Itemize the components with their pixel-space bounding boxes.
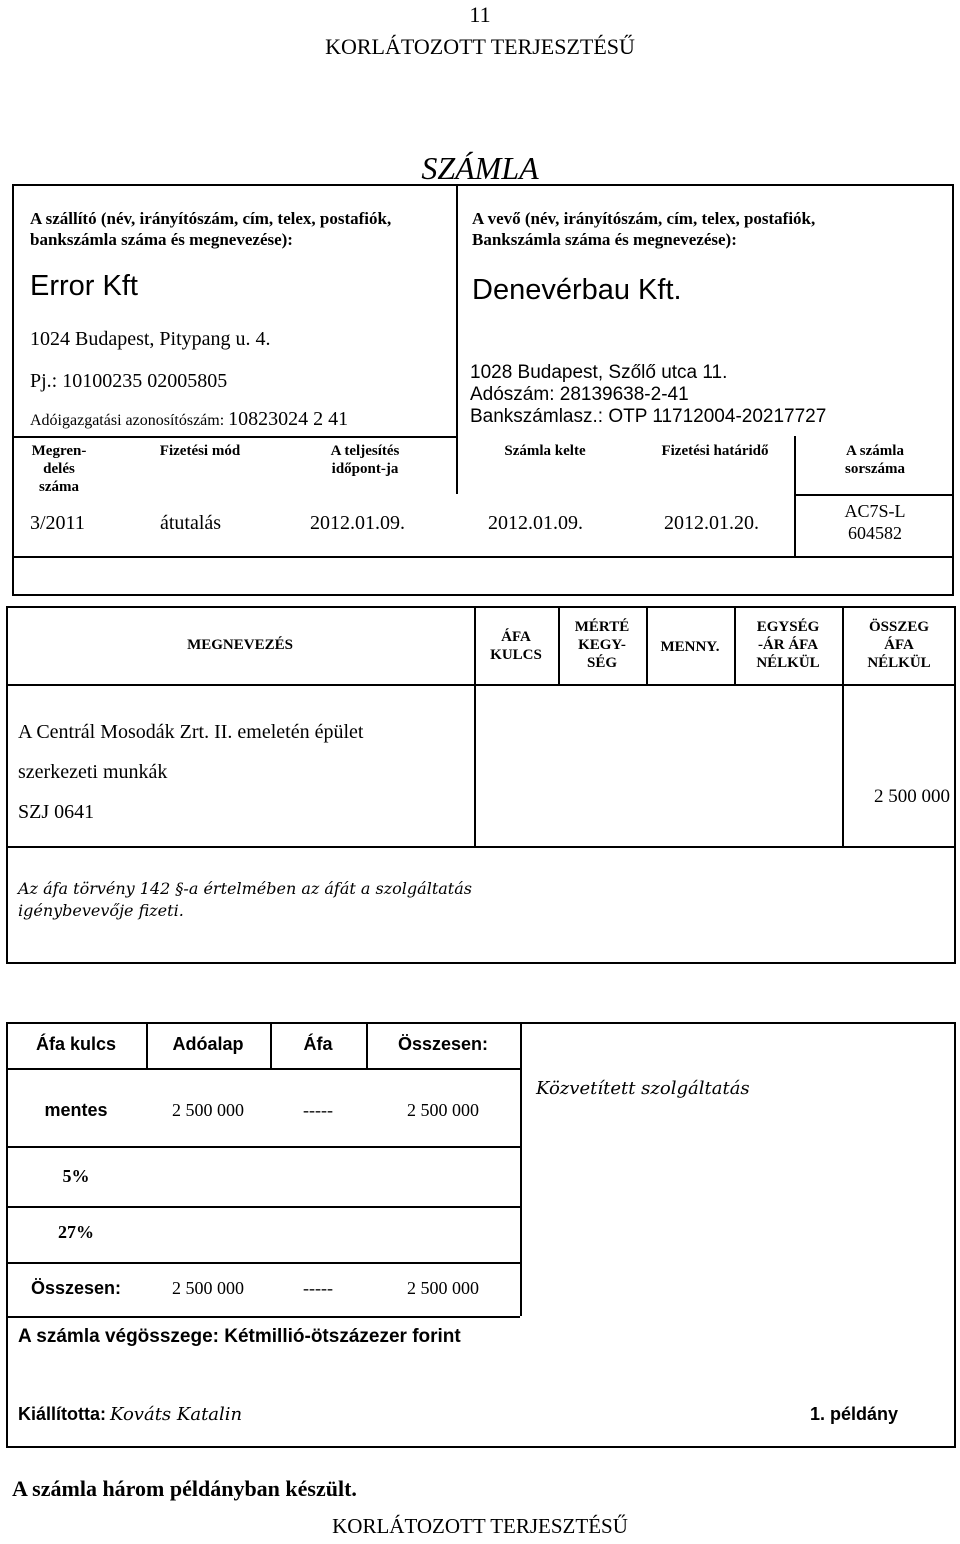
total-header-line3: NÉLKÜL [867, 655, 931, 671]
items-qty-header: MENNY. [660, 639, 720, 655]
supplier-tax-label: Adóigazgatási azonosítószám: [30, 412, 225, 429]
due-date-value: 2012.01.20. [664, 512, 759, 534]
fulfilment-date-value: 2012.01.09. [310, 512, 405, 534]
summary-frame [6, 1022, 956, 1448]
unit-price-header-line2: -ÁR ÁFA [757, 637, 819, 653]
items-vat-header [476, 628, 556, 664]
total-header-line1: ÖSSZEG [868, 619, 930, 635]
item-description [18, 712, 363, 832]
summary-header-vat: Áfa [303, 1034, 333, 1054]
divider [456, 184, 458, 494]
divider [6, 1316, 520, 1318]
fulfilment-header-line2: időpont-ja [331, 461, 399, 477]
supplier-name: Error Kft [30, 270, 138, 302]
divider [6, 846, 956, 848]
serial-value-line2: 604582 [848, 523, 902, 543]
item-line2: szerkezeti munkák [18, 761, 168, 783]
intermediated-service-note: Közvetített szolgáltatás [536, 1078, 750, 1099]
unit-header-line1: MÉRTÉ [574, 619, 630, 635]
vat-header-line2: KULCS [490, 647, 542, 663]
summary-total-sum: 2 500 000 [407, 1278, 479, 1298]
vat-header-line1: ÁFA [501, 629, 531, 645]
unit-price-header-line3: NÉLKÜL [756, 655, 820, 671]
copy-number: 1. példány [810, 1404, 899, 1424]
divider [6, 1146, 520, 1148]
invoice-title: SZÁMLA [421, 150, 539, 186]
buyer-label-line2: Bankszámla száma és megnevezése): [472, 230, 737, 249]
divider [6, 1068, 520, 1070]
grand-total: A számla végösszege: Kétmillió-ötszázezer forint [18, 1326, 461, 1347]
vat-note-line1: Az áfa törvény 142 §-a értelmében az áfát a szolgáltatás [18, 879, 472, 898]
classification-bottom: KORLÁTOZOTT TERJESZTÉSŰ [332, 1514, 628, 1538]
buyer-address: 1028 Budapest, Szőlő utca 11. [470, 362, 728, 383]
divider [6, 684, 956, 686]
vat-note-line2: igénybevevője fizeti. [18, 901, 184, 920]
vat-note [18, 878, 472, 922]
divider [6, 1262, 520, 1264]
unit-header-line3: SÉG [586, 655, 617, 671]
due-date-header: Fizetési határidő [661, 443, 769, 459]
buyer-bank: Bankszámlasz.: OTP 11712004-20217727 [470, 406, 827, 427]
order-number-header [22, 442, 96, 496]
invoice-date-value: 2012.01.09. [488, 512, 583, 534]
fulfilment-header-line1: A teljesítés [330, 443, 400, 459]
buyer-name: Denevérbau Kft. [472, 274, 682, 306]
divider [6, 1206, 520, 1208]
summary-header-vat-rate: Áfa kulcs [35, 1034, 117, 1054]
order-number-value: 3/2011 [30, 512, 85, 534]
divider [12, 556, 954, 558]
invoice-date-header: Számla kelte [504, 443, 586, 459]
supplier-label-line1: A szállító (név, irányítószám, cím, telex, postafiók, [30, 209, 392, 228]
items-total-header [844, 618, 954, 672]
order-header-line2: delés [43, 461, 75, 477]
buyer-label [472, 208, 815, 250]
summary-row-base: 2 500 000 [172, 1100, 244, 1120]
summary-row-rate: mentes [44, 1100, 108, 1120]
supplier-account: Pj.: 10100235 02005805 [30, 370, 228, 392]
buyer-details [470, 362, 826, 428]
item-total: 2 500 000 [874, 786, 950, 807]
items-unit-price-header [736, 618, 840, 672]
supplier-label [30, 208, 391, 250]
divider [794, 494, 954, 496]
item-line1: A Centrál Mosodák Zrt. II. emeletén épület [18, 721, 364, 743]
summary-row-total: 2 500 000 [407, 1100, 479, 1120]
supplier-label-line2: bankszámla száma és megnevezése): [30, 230, 293, 249]
supplier-tax-value: 10823024 2 41 [228, 408, 349, 430]
summary-total-base: 2 500 000 [172, 1278, 244, 1298]
page-number: 11 [469, 2, 491, 27]
summary-total-label: Összesen: [30, 1278, 122, 1298]
payment-method-value: átutalás [160, 512, 222, 534]
unit-header-line2: KEGY- [578, 637, 626, 653]
summary-row-vat: ----- [303, 1100, 333, 1120]
issued-by-name: Kováts Katalin [110, 1404, 243, 1425]
issued-by [18, 1404, 242, 1425]
serial-number-header [800, 442, 950, 478]
copies-note: A számla három példányban készült. [12, 1476, 357, 1501]
summary-header-total: Összesen: [397, 1034, 489, 1054]
items-name-header: MEGNEVEZÉS [187, 637, 293, 653]
item-line3: SZJ 0641 [18, 801, 95, 823]
order-header-line3: száma [39, 479, 79, 495]
serial-value-line1: AC7S-L [844, 501, 906, 521]
total-header-line2: ÁFA [884, 637, 914, 653]
supplier-address: 1024 Budapest, Pitypang u. 4. [30, 328, 271, 350]
summary-row-rate: 5% [62, 1166, 90, 1186]
unit-price-header-line1: EGYSÉG [756, 619, 820, 635]
summary-total-vat: ----- [303, 1278, 333, 1298]
items-unit-header [560, 618, 644, 672]
serial-header-line2: sorszáma [845, 461, 905, 477]
serial-header-line1: A számla [846, 443, 904, 459]
issued-by-label: Kiállította: [18, 1404, 106, 1424]
summary-row-rate: 27% [58, 1222, 94, 1242]
buyer-label-line1: A vevő (név, irányítószám, cím, telex, postafiók, [472, 209, 816, 228]
order-header-line1: Megren- [31, 443, 87, 459]
summary-header-base: Adóalap [172, 1034, 244, 1054]
supplier-tax-id [30, 408, 348, 431]
divider [520, 1022, 522, 1316]
fulfilment-date-header [300, 442, 430, 478]
divider [12, 436, 456, 438]
payment-method-header: Fizetési mód [159, 443, 241, 459]
classification-top: KORLÁTOZOTT TERJESZTÉSŰ [325, 34, 635, 59]
buyer-tax: Adószám: 28139638-2-41 [470, 384, 689, 405]
serial-number-value [796, 500, 954, 544]
